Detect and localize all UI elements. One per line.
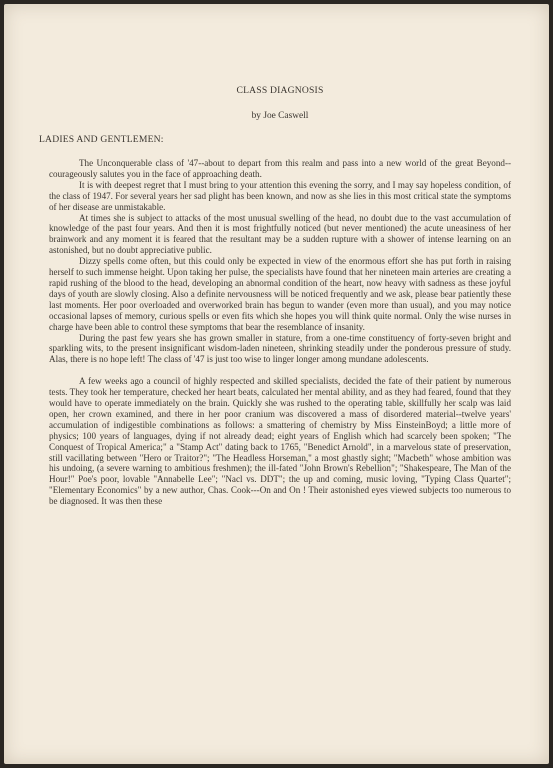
salutation: LADIES AND GENTLEMEN:	[39, 134, 164, 145]
document-page	[4, 4, 549, 764]
paragraph: Dizzy spells come often, but this could only be expected in view of the enormous effort she has put forth in raising herself to such immense height. Upon taking her pulse, the specialists have found that her nineteen main arteries are creating a rapid rushing of the blood to the head, developing an abnormal condition of the heart, now heavy with sadness as these joyful days of youth are slowly closing. Also a definite nervousness will be noticed frequently and we ask, please bear patiently these last moments. Her poor overloaded and overworked brain has begun to wander (even more than usual), and you may notice occasional lapses of memory, curious spells or even fits which she hopes you will think quite normal. Only the wise nurses in charge have been able to control these symptoms that bear the resemblance of insanity.	[49, 256, 511, 332]
paragraph: It is with deepest regret that I must bring to your attention this evening the sorry, and I may say hopeless condition, of the class of 1947. For several years her sad plight has been known, and now as she lies in this most critical state the symptoms of her disease are unmistakable.	[49, 179, 511, 212]
paragraph: During the past few years she has grown smaller in stature, from a one-time constituency of forty-seven bright and sparkling wits, to the present insignificant wisdom-laden nineteen, shrinking steadily under the ponderous pressure of study. Alas, there is no hope left! The class of '47 is just too wise to linger longer among mundane adolescents.	[49, 332, 511, 365]
document-author: by Joe Caswell	[251, 111, 309, 121]
paragraph: The Unconquerable class of '47--about to depart from this realm and pass into a new world of the great Beyond--courageously salutes you in the face of approaching death.	[49, 158, 511, 179]
paragraph: A few weeks ago a council of highly respected and skilled specialists, decided the fate of their patient by numerous tests. They took her temperature, checked her heart beats, calculated her mental ability, and as they had feared, found that they would have to operate immediately on the brain. Quickly she was rushed to the operating table, skillfully her scalp was laid open, her crown examined, and there in her poor cranium was discovered a mass of disordered material--twelve years' accumulation of indigestible combinations as follows: a smattering of chemistry by Miss EinsteinBoyd; a little more of physics; 100 years of languages, dying if not already dead; eight years of English which had scarcely been spoken; "The Conquest of Tropical America;" a "Stamp Act" dating back to 1765, "Benedict Arnold", in a marvelous state of preservation, still vacillating between "Hero or Traitor?"; "The Headless Horseman," a most ghastly sight; "Macbeth" whose ambition was his undoing, (a severe warning to ambitious freshmen); the ill-fated "John Brown's Rebellion"; "Shakespeare, The Man of the Hour!" Poe's poor, lovable "Annabelle Lee"; "Nacl vs. DDT"; the up and coming, music loving, "Typing Class Quartet"; "Elementary Economics" by a new author, Chas. Cook---On and On ! Their astonished eyes viewed subjects too numerous to be diagnosed. It was then these	[49, 376, 511, 507]
document-title: CLASS DIAGNOSIS	[236, 85, 324, 96]
paragraph: At times she is subject to attacks of the most unusual swelling of the head, no doubt due to the vast accumulation of knowledge of the past four years. And then it is most frightfully noticed (but never mentioned) the acute uneasiness of her brainwork and any moment it is feared that the resultant may be a sudden rupture with a shower of intense learning on an astonished, but no doubt appreciative public.	[49, 212, 511, 256]
document-body	[49, 158, 511, 507]
